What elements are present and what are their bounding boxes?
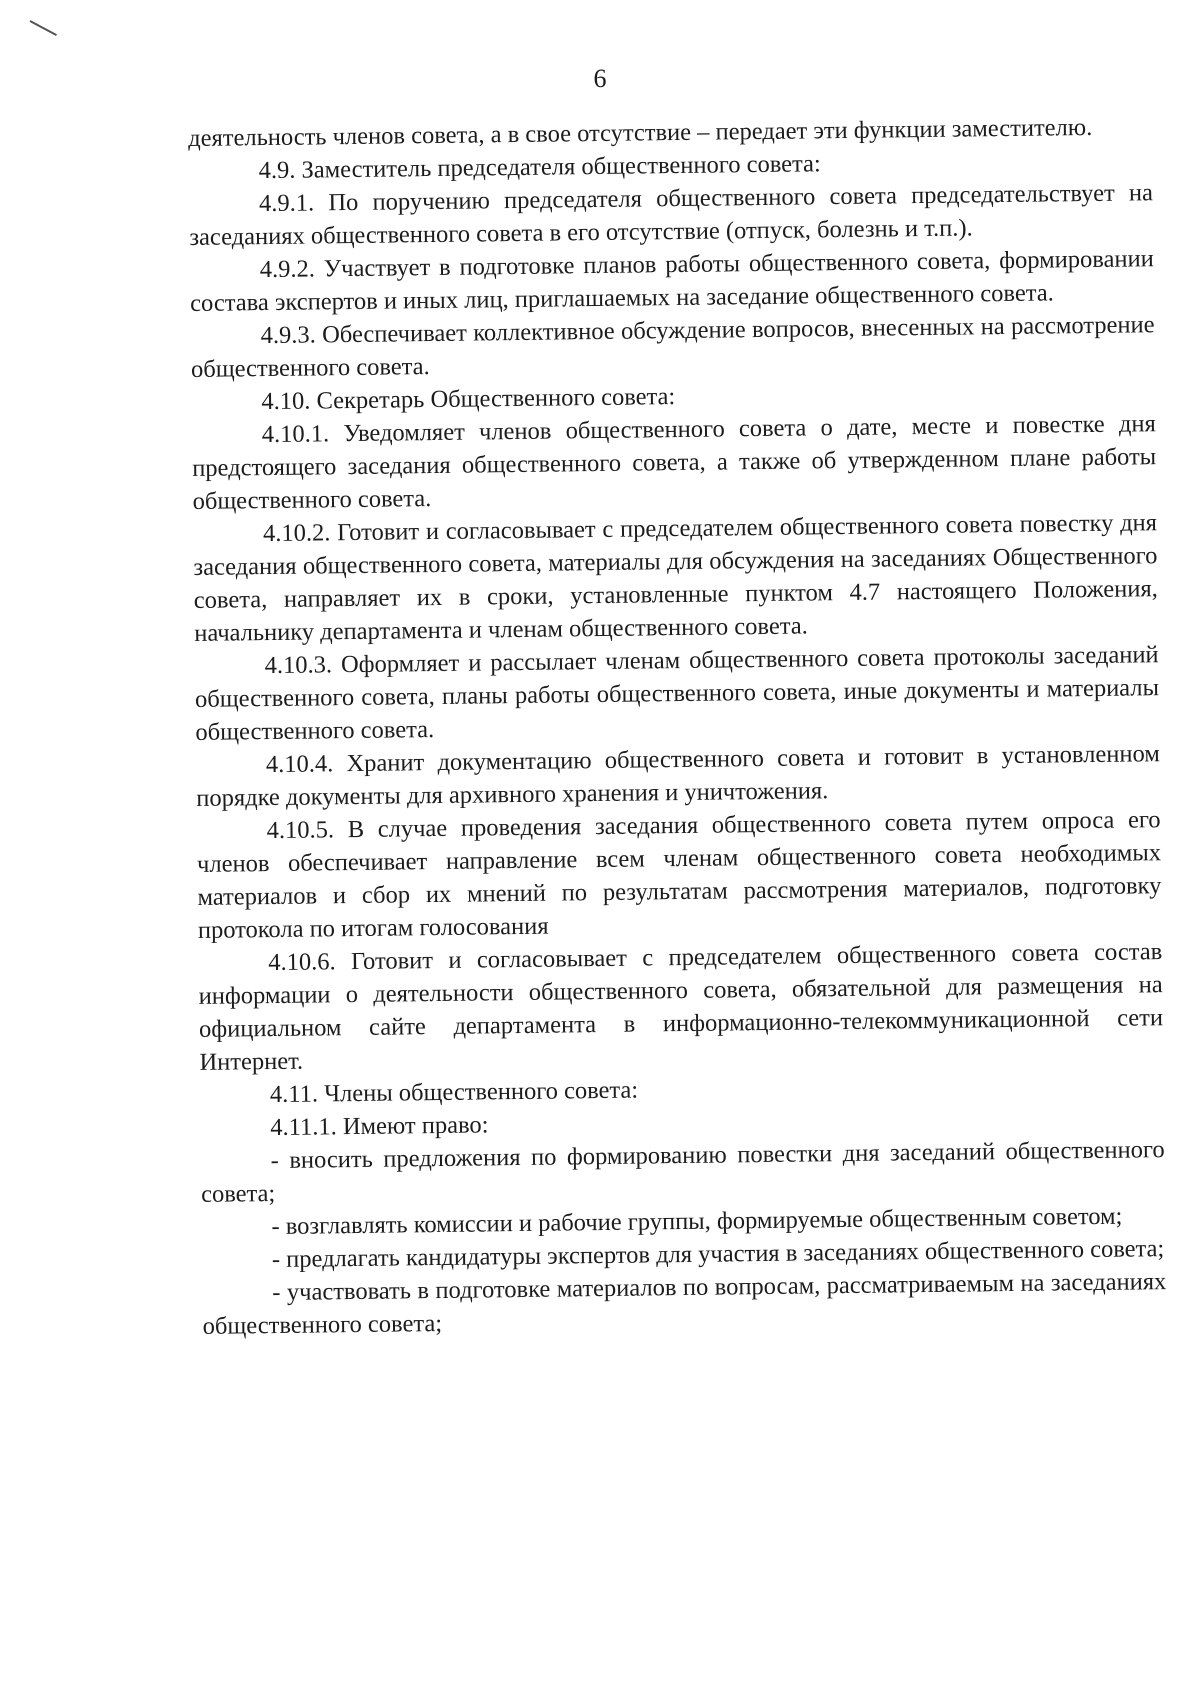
paragraph: - участвовать в подготовке материалов по вопросам, рассматриваемым на заседаниях общественного совета; (202, 1268, 1167, 1340)
paragraph: - возглавлять комиссии и рабочие группы, формируемые общественным советом; (271, 1202, 1123, 1241)
paragraph: 4.10.5. В случае проведения заседания общественного совета путем опроса его членов обеспечивает направление всем членам общественного совета необходимых материалов и сбор их мнений по результатам рассмотрения материалов, подготовку протокола по итогам голосования (196, 806, 1162, 944)
paragraph: 4.10.1. Уведомляет членов общественного совета о дате, месте и повестке дня предстоящего заседания общественного совета, а также об утвержденном плане работы общественного совета. (192, 410, 1157, 515)
paragraph: - предлагать кандидатуры экспертов для участия в заседаниях общественного совета; (271, 1235, 1165, 1274)
paragraph: 4.10.4. Хранит документацию общественного совета и готовит в установленном порядке документы для архивного хранения и уничтожения. (196, 740, 1160, 812)
scan-artifact (30, 20, 57, 36)
paragraph: 4.9.1. По поручению председателя общественного совета председательствует на заседаниях общественного совета в его отсутствие (отпуск, болезнь и т.п.). (189, 179, 1154, 251)
paragraph: 4.10. Секретарь Общественного совета: (261, 383, 676, 416)
paragraph: 4.10.6. Готовит и согласовывает с председателем общественного совета состав информации о деятельности общественного совета, обязательной для размещения на официальном сайте департамента в информационно-телекоммуникационной сети Интернет. (198, 938, 1164, 1076)
document-body (188, 110, 1167, 1343)
paragraph: 4.10.3. Оформляет и рассылает членам общественного совета протоколы заседаний общественного совета, планы работы общественного совета, иные документы и материалы общественного совета. (194, 641, 1160, 746)
paragraph: 4.9.2. Участвует в подготовке планов работы общественного совета, формировании состава экспертов и иных лиц, приглашаемых на заседание общественного совета. (190, 245, 1154, 317)
page-number: 6 (593, 64, 607, 93)
paragraph: - вносить предложения по формированию повестки дня заседаний общественного совета; (200, 1136, 1165, 1208)
paragraph: деятельность членов совета, а в свое отсутствие – передает эти функции заместителю. (188, 113, 1093, 152)
paragraph: 4.11. Члены общественного совета: (269, 1076, 639, 1109)
paragraph: 4.9. Заместитель председателя общественного совета: (258, 150, 821, 185)
paragraph: 4.10.2. Готовит и согласовывает с председателем общественного совета повестку дня заседания общественного совета, материалы для обсуждения на заседаниях Общественного совета, направляет их в сроки, установленные пунктом 4.7 настоящего Положения, начальнику департамента и членам общественного совета. (193, 509, 1158, 647)
paragraph: 4.9.3. Обеспечивает коллективное обсуждение вопросов, внесенных на рассмотрение общественного совета. (190, 311, 1155, 383)
paragraph: 4.11.1. Имеют право: (270, 1111, 489, 1142)
